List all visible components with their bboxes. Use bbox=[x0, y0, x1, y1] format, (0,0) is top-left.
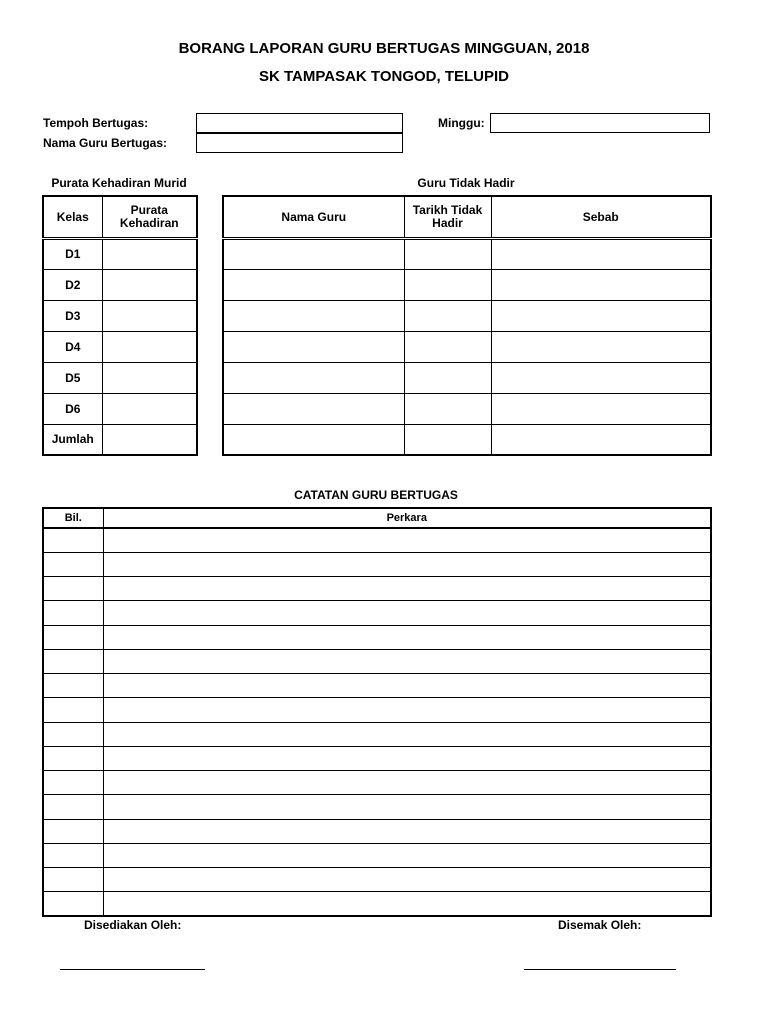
guru-tidak-hadir-row bbox=[223, 393, 711, 424]
catatan-row bbox=[43, 552, 711, 576]
catatan-row bbox=[43, 649, 711, 673]
tarikh-tidak-hadir-cell[interactable] bbox=[404, 238, 491, 269]
bil-cell[interactable] bbox=[43, 771, 103, 795]
perkara-cell[interactable] bbox=[103, 722, 711, 746]
guru-tidak-hadir-row bbox=[223, 269, 711, 300]
catatan-row bbox=[43, 722, 711, 746]
perkara-cell[interactable] bbox=[103, 552, 711, 576]
guru-tidak-hadir-section-title: Guru Tidak Hadir bbox=[417, 176, 515, 190]
perkara-cell[interactable] bbox=[103, 674, 711, 698]
perkara-cell[interactable] bbox=[103, 771, 711, 795]
sebab-cell[interactable] bbox=[491, 300, 711, 331]
bil-cell[interactable] bbox=[43, 843, 103, 867]
bil-cell[interactable] bbox=[43, 746, 103, 770]
tarikh-tidak-hadir-cell[interactable] bbox=[404, 300, 491, 331]
nama-guru-label: Nama Guru Bertugas: bbox=[43, 136, 168, 150]
bil-header: Bil. bbox=[43, 508, 103, 528]
kelas-cell: D3 bbox=[43, 300, 102, 331]
kehadiran-row bbox=[43, 393, 197, 424]
catatan-row bbox=[43, 868, 711, 892]
purata-kehadiran-cell[interactable] bbox=[102, 393, 197, 424]
disediakan-label: Disediakan Oleh: bbox=[84, 918, 182, 932]
catatan-table bbox=[42, 507, 712, 917]
nama-guru-field[interactable] bbox=[196, 133, 403, 153]
kehadiran-row bbox=[43, 300, 197, 331]
tempoh-field[interactable] bbox=[196, 113, 403, 133]
nama-guru-cell[interactable] bbox=[223, 393, 404, 424]
bil-cell[interactable] bbox=[43, 674, 103, 698]
page-title: BORANG LAPORAN GURU BERTUGAS MINGGUAN, 2018 bbox=[178, 40, 590, 57]
purata-kehadiran-cell[interactable] bbox=[102, 362, 197, 393]
tarikh-tidak-hadir-cell[interactable] bbox=[404, 269, 491, 300]
bil-cell[interactable] bbox=[43, 722, 103, 746]
sebab-cell[interactable] bbox=[491, 393, 711, 424]
catatan-row bbox=[43, 601, 711, 625]
kehadiran-row bbox=[43, 269, 197, 300]
kehadiran-row bbox=[43, 331, 197, 362]
catatan-row bbox=[43, 795, 711, 819]
sebab-cell[interactable] bbox=[491, 331, 711, 362]
guru-tidak-hadir-row bbox=[223, 238, 711, 269]
purata-kehadiran-cell[interactable] bbox=[102, 300, 197, 331]
sebab-cell[interactable] bbox=[491, 362, 711, 393]
kelas-cell: D2 bbox=[43, 269, 102, 300]
perkara-header: Perkara bbox=[103, 508, 711, 528]
kehadiran-row bbox=[43, 424, 197, 455]
purata-kehadiran-cell[interactable] bbox=[102, 238, 197, 269]
perkara-cell[interactable] bbox=[103, 843, 711, 867]
nama-guru-cell[interactable] bbox=[223, 300, 404, 331]
perkara-cell[interactable] bbox=[103, 819, 711, 843]
nama-guru-header: Nama Guru bbox=[223, 196, 404, 238]
catatan-row bbox=[43, 698, 711, 722]
kehadiran-table bbox=[42, 195, 198, 456]
kelas-header: Kelas bbox=[43, 196, 102, 238]
sebab-cell[interactable] bbox=[491, 269, 711, 300]
perkara-cell[interactable] bbox=[103, 577, 711, 601]
kehadiran-row bbox=[43, 362, 197, 393]
bil-cell[interactable] bbox=[43, 528, 103, 552]
perkara-cell[interactable] bbox=[103, 746, 711, 770]
bil-cell[interactable] bbox=[43, 819, 103, 843]
purata-kehadiran-cell[interactable] bbox=[102, 424, 197, 455]
disemak-label: Disemak Oleh: bbox=[558, 918, 642, 932]
catatan-row bbox=[43, 577, 711, 601]
perkara-cell[interactable] bbox=[103, 795, 711, 819]
guru-tidak-hadir-row bbox=[223, 300, 711, 331]
kelas-cell: D1 bbox=[43, 238, 102, 269]
nama-guru-cell[interactable] bbox=[223, 331, 404, 362]
nama-guru-cell[interactable] bbox=[223, 269, 404, 300]
tarikh-tidak-hadir-cell[interactable] bbox=[404, 362, 491, 393]
minggu-field[interactable] bbox=[490, 113, 710, 133]
bil-cell[interactable] bbox=[43, 601, 103, 625]
perkara-cell[interactable] bbox=[103, 698, 711, 722]
perkara-cell[interactable] bbox=[103, 625, 711, 649]
perkara-cell[interactable] bbox=[103, 528, 711, 552]
kelas-cell: D4 bbox=[43, 331, 102, 362]
bil-cell[interactable] bbox=[43, 868, 103, 892]
catatan-row bbox=[43, 674, 711, 698]
catatan-row bbox=[43, 892, 711, 916]
bil-cell[interactable] bbox=[43, 795, 103, 819]
catatan-row bbox=[43, 843, 711, 867]
bil-cell[interactable] bbox=[43, 698, 103, 722]
page-subtitle: SK TAMPASAK TONGOD, TELUPID bbox=[258, 68, 509, 85]
kehadiran-section-title: Purata Kehadiran Murid bbox=[51, 176, 187, 190]
bil-cell[interactable] bbox=[43, 552, 103, 576]
catatan-row bbox=[43, 528, 711, 552]
catatan-row bbox=[43, 746, 711, 770]
guru-tidak-hadir-row bbox=[223, 362, 711, 393]
perkara-cell[interactable] bbox=[103, 892, 711, 916]
bil-cell[interactable] bbox=[43, 892, 103, 916]
tarikh-tidak-hadir-cell[interactable] bbox=[404, 424, 491, 455]
bil-cell[interactable] bbox=[43, 577, 103, 601]
catatan-row bbox=[43, 819, 711, 843]
tempoh-label: Tempoh Bertugas: bbox=[43, 116, 149, 130]
sebab-cell[interactable] bbox=[491, 238, 711, 269]
catatan-row bbox=[43, 625, 711, 649]
perkara-cell[interactable] bbox=[103, 868, 711, 892]
sebab-header: Sebab bbox=[491, 196, 711, 238]
purata-kehadiran-cell[interactable] bbox=[102, 269, 197, 300]
bil-cell[interactable] bbox=[43, 649, 103, 673]
guru-tidak-hadir-row bbox=[223, 331, 711, 362]
kelas-cell: D6 bbox=[43, 393, 102, 424]
guru-tidak-hadir-row bbox=[223, 424, 711, 455]
kehadiran-row bbox=[43, 238, 197, 269]
nama-guru-cell[interactable] bbox=[223, 238, 404, 269]
disediakan-signature-line[interactable] bbox=[60, 969, 205, 970]
kelas-cell: D5 bbox=[43, 362, 102, 393]
disemak-signature-line[interactable] bbox=[524, 969, 676, 970]
guru-tidak-hadir-table bbox=[222, 195, 712, 456]
nama-guru-cell[interactable] bbox=[223, 362, 404, 393]
nama-guru-cell[interactable] bbox=[223, 424, 404, 455]
purata-kehadiran-cell[interactable] bbox=[102, 331, 197, 362]
tarikh-tidak-hadir-header: Tarikh Tidak Hadir bbox=[404, 196, 491, 238]
tarikh-tidak-hadir-cell[interactable] bbox=[404, 393, 491, 424]
catatan-section-title: CATATAN GURU BERTUGAS bbox=[294, 488, 458, 502]
kelas-cell: Jumlah bbox=[43, 424, 102, 455]
tarikh-tidak-hadir-cell[interactable] bbox=[404, 331, 491, 362]
bil-cell[interactable] bbox=[43, 625, 103, 649]
catatan-row bbox=[43, 771, 711, 795]
sebab-cell[interactable] bbox=[491, 424, 711, 455]
perkara-cell[interactable] bbox=[103, 649, 711, 673]
purata-kehadiran-header: Purata Kehadiran bbox=[102, 196, 197, 238]
minggu-label: Minggu: bbox=[438, 116, 485, 130]
perkara-cell[interactable] bbox=[103, 601, 711, 625]
